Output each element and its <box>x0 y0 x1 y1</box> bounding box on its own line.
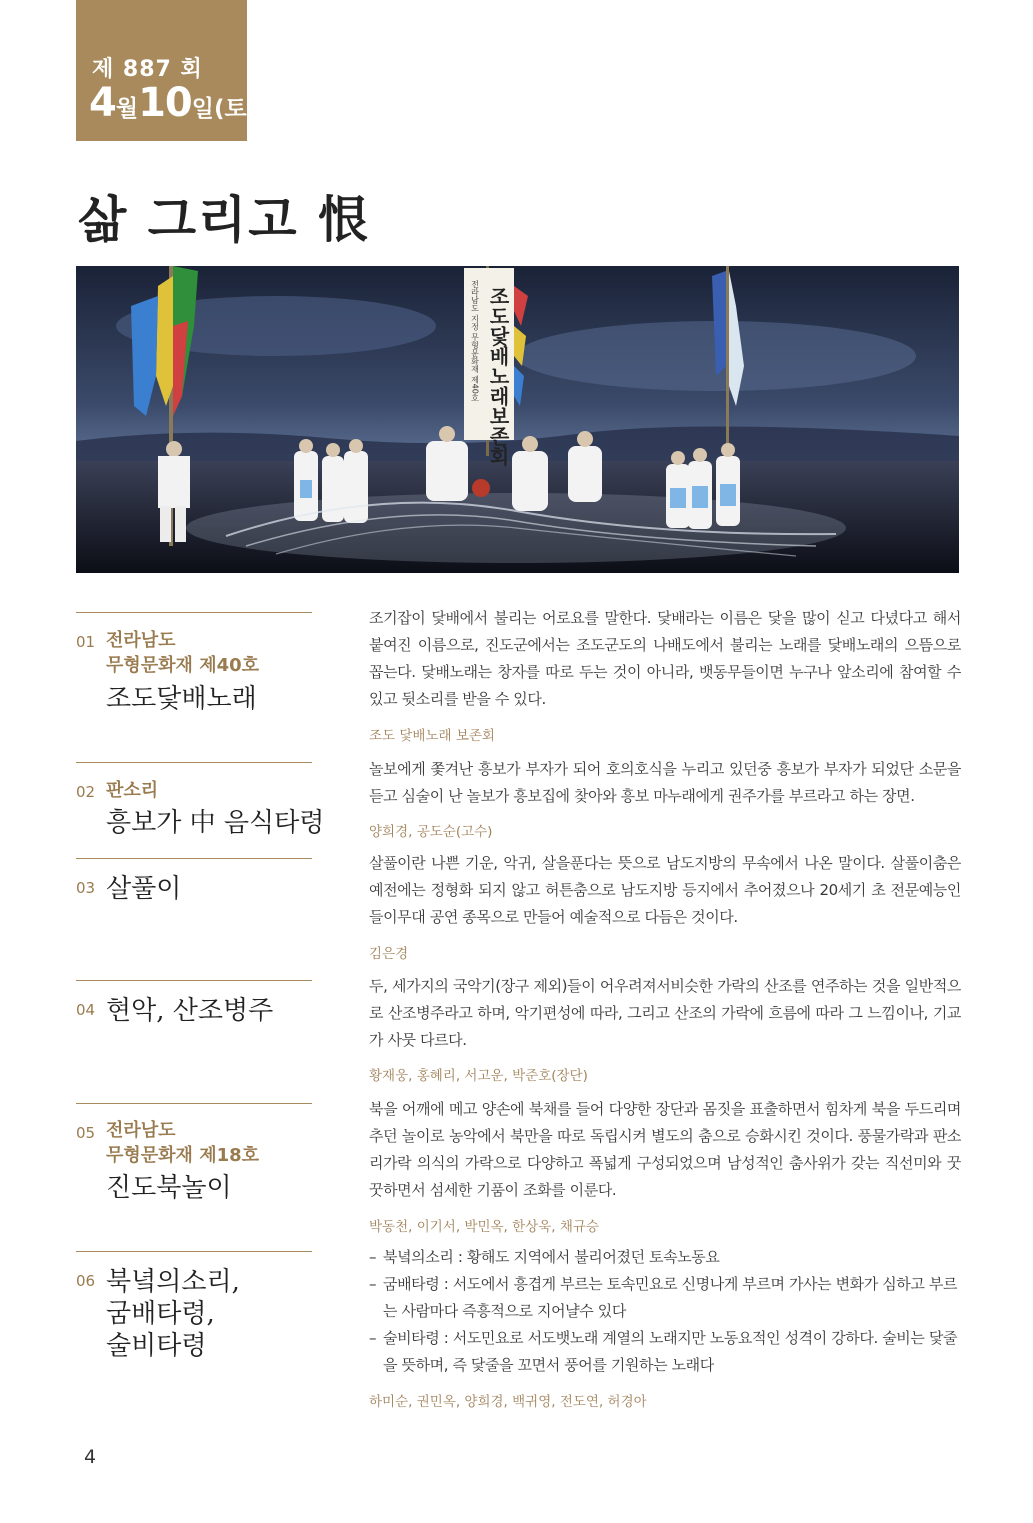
item-number: 05 <box>76 1124 96 1142</box>
item-category: 무형문화재 제18호 <box>106 1145 260 1166</box>
bullet-dash: – <box>369 1248 377 1266</box>
program-item-03 <box>76 858 312 959</box>
date-day: 10 <box>138 80 192 126</box>
program-title: 살풀이 <box>106 874 182 904</box>
program-item-04 <box>76 980 312 1081</box>
date-month: 4 <box>89 80 116 126</box>
item-category: 판소리 <box>106 780 159 801</box>
program-title: 현악, 산조병주 <box>106 996 274 1026</box>
program-item-05 <box>76 1103 312 1234</box>
item-category: 전라남도 <box>106 630 176 651</box>
bullet-text: 북녘의소리 : 황해도 지역에서 불리어졌던 토속노동요 <box>383 1248 720 1266</box>
program-description: 두, 세가지의 국악기(장구 제외)들이 어우려져서비슷한 가락의 산조를 연주하는 것을 일반적으로 산조병주라고 하며, 악기편성에 따라, 그리고 산조의 가락에 흐름에 따라 그 느낌이나, 기교가 사뭇 다르다. <box>369 977 961 1049</box>
performer-credit: 박동천, 이기서, 박민옥, 한상욱, 채규승 <box>369 1219 599 1235</box>
item-number: 04 <box>76 1001 96 1019</box>
item-number: 02 <box>76 783 96 801</box>
date-day-unit: 일(토) <box>191 96 258 122</box>
item-category: 무형문화재 제40호 <box>106 655 260 676</box>
program-item-01 <box>76 612 312 733</box>
issue-number: 제 887 회 <box>92 57 203 82</box>
program-title: 술비타령 <box>106 1331 207 1361</box>
page-number: 4 <box>84 1446 97 1468</box>
item-number: 06 <box>76 1272 96 1290</box>
program-title: 굼배타령, <box>106 1299 215 1329</box>
page-title: 삶 그리고 恨 <box>78 191 371 249</box>
banner-sub-text: 전라남도 지정 무형문화재 제40호 <box>470 280 480 402</box>
program-description: 살풀이란 나쁜 기운, 악귀, 살을푼다는 뜻으로 남도지방의 무속에서 나온 말이다. 살풀이춤은 예전에는 정형화 되지 않고 허튼춤으로 남도지방 등지에서 추어졌으나 20세기 초 전문예능인들이무대 공연 종목으로 만들어 예술적으로 다듬은 것이다. <box>369 854 961 926</box>
bullet-text: 술비타령 : 서도민요로 서도뱃노래 계열의 노래지만 노동요적인 성격이 강하다. 술비는 닻줄을 뜻하며, 즉 닻줄을 꼬면서 풍어를 기원하는 노래다 <box>383 1329 958 1374</box>
program-description: 조기잡이 닻배에서 불리는 어로요를 말한다. 닻배라는 이름은 닻을 많이 싣고 다녔다고 해서 붙여진 이름으로, 진도군에서는 조도군도의 나배도에서 불리는 노래를 닻배노래의 으뜸으로 꼽는다. 닻배노래는 창자를 따로 두는 것이 아니라, 뱃동무들이면 누구나 앞소리에 참여할 수 있고 뒷소리를 받을 수 있다. <box>369 609 961 708</box>
bullet-dash: – <box>369 1275 377 1293</box>
item-number: 03 <box>76 879 96 897</box>
program-item-06 <box>76 1251 312 1412</box>
date-badge <box>76 0 258 141</box>
program-item-02 <box>76 762 325 853</box>
list-item <box>369 1244 961 1271</box>
item-category: 전라남도 <box>106 1120 176 1141</box>
date-month-unit: 월 <box>115 96 139 122</box>
bullet-text: 굼배타령 : 서도에서 흥겹게 부르는 토속민요로 신명나게 부르며 가사는 변화가 심하고 부르는 사람마다 즉흥적으로 지어냘수 있다 <box>383 1275 958 1320</box>
performer-credit: 조도 닻배노래 보존회 <box>369 728 495 744</box>
list-item <box>369 1271 961 1325</box>
program-description: 북을 어깨에 메고 양손에 북채를 들어 다양한 장단과 몸짓을 표출하면서 힘차게 북을 두드리며 추던 놀이로 농악에서 북만을 따로 독립시켜 별도의 춤으로 승화시킨 것이다. 풍물가락과 판소리가락 의식의 가락으로 다양하고 폭넓게 구성되었으며 남성적인 춤사위가 갖는 직선미와 꿋꿋하면서 섬세한 기품이 조화를 이룬다. <box>369 1100 961 1199</box>
program-title: 흥보가 中 음식타령 <box>106 808 325 838</box>
list-item <box>369 1325 961 1379</box>
program-description: 놀보에게 쫓겨난 흥보가 부자가 되어 호의호식을 누리고 있던중 흥보가 부자가 되었단 소문을 듣고 심술이 난 놀보가 흥보집에 찾아와 흥보 마누래에게 권주가를 부르라고 하는 장면. <box>369 760 961 805</box>
bullet-dash: – <box>369 1329 377 1347</box>
performer-credit: 황재웅, 홍혜리, 서고운, 박준호(장단) <box>369 1068 588 1084</box>
performer-credit: 김은경 <box>369 946 409 962</box>
stage-photo <box>76 266 959 573</box>
item-number: 01 <box>76 633 96 651</box>
program-title: 조도닻배노래 <box>106 684 257 714</box>
performer-credit: 양희경, 공도순(고수) <box>369 824 493 840</box>
performance-date <box>89 80 257 126</box>
program-title: 진도북놀이 <box>106 1173 232 1203</box>
banner-main-text: 조도닻배노래보존회 <box>486 286 510 466</box>
performer-credit: 하미순, 권민옥, 양희경, 백귀영, 전도연, 허경아 <box>369 1394 647 1410</box>
program-title: 북녘의소리, <box>106 1267 240 1297</box>
